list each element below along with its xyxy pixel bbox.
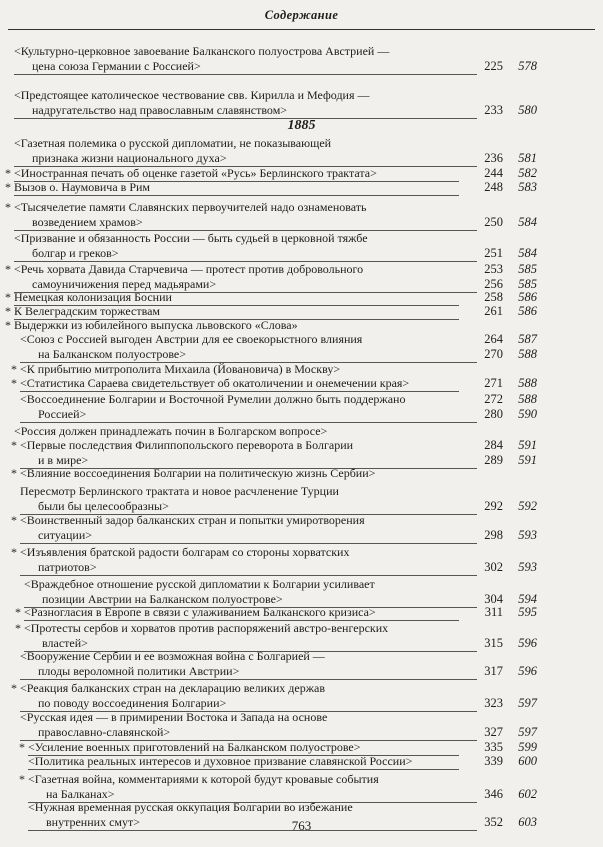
toc-entry [28, 772, 477, 803]
toc-entry-line: <Предстоящее католическое чествование свв. Кирилла и Мефодия — [14, 88, 370, 102]
toc-entry [20, 710, 477, 741]
entry-source-number: 594 [518, 592, 537, 606]
entry-page-number: 236 [484, 151, 503, 165]
toc-entry-line: <Усиление военных приготовлений на Балканском полуострове> [28, 740, 459, 756]
entry-source-number: 600 [518, 754, 537, 768]
toc-entry-line: Немецкая колонизация Боснии [14, 290, 459, 306]
entry-page-number: 284 [484, 438, 503, 452]
toc-entry-line: <Россия должен принадлежать почин в Болгарском вопросе> [14, 424, 328, 438]
entry-page-number: 339 [484, 754, 503, 768]
entry-source-number: 578 [518, 59, 537, 73]
toc-entry-line: <Газетная полемика о русской дипломатии, не показывающей [14, 136, 332, 150]
toc-entry-line: надругательство над православным славянством> [14, 103, 477, 119]
toc-entry-line: <Враждебное отношение русской дипломатии к Болгарии усиливает [24, 577, 375, 591]
toc-entry [14, 44, 477, 75]
entry-page-number: 248 [484, 180, 503, 194]
toc-entry [20, 466, 375, 481]
entry-bullet: * [5, 166, 11, 180]
toc-entry-line: цена союза Германии с Россией> [14, 59, 477, 75]
entry-source-number: 588 [518, 392, 537, 406]
page-number: 763 [291, 818, 312, 833]
entry-source-number: 588 [518, 347, 537, 361]
entry-source-number: 585 [518, 277, 537, 291]
toc-entry-line: <Тысячелетие памяти Славянских первоучителей надо ознаменовать [14, 200, 367, 214]
entry-page-number: 280 [484, 407, 503, 421]
entry-bullet: * [15, 621, 21, 635]
entry-page-number: 311 [484, 605, 503, 619]
toc-entry [14, 136, 477, 167]
toc-entry [20, 649, 477, 680]
entry-source-number: 603 [518, 815, 537, 829]
toc-entry-line: самоуничижения перед мадьярами> [14, 277, 477, 293]
page-header-title: Содержание [264, 8, 339, 22]
entry-bullet: * [11, 376, 17, 390]
entry-page-number: 264 [484, 332, 503, 346]
toc-entry [14, 262, 477, 293]
year-heading: 1885 [287, 118, 316, 133]
entry-page-number: 317 [484, 664, 503, 678]
entry-source-number: 592 [518, 499, 537, 513]
entry-source-number: 583 [518, 180, 537, 194]
toc-entry-line: плоды вероломной политики Австрии> [20, 664, 477, 680]
entry-page-number: 335 [484, 740, 503, 754]
toc-entry [20, 484, 477, 515]
entry-source-number: 584 [518, 215, 537, 229]
entry-source-number: 593 [518, 528, 537, 542]
entry-source-number: 586 [518, 304, 537, 318]
entry-page-number: 289 [484, 453, 503, 467]
toc-entry-line: Россией> [20, 407, 477, 423]
entry-bullet: * [11, 438, 17, 452]
toc-entry-line: <Вооружение Сербии и ее возможная война с Болгарией — [20, 649, 325, 663]
entry-bullet: * [5, 304, 11, 318]
entry-page-number: 253 [484, 262, 503, 276]
entry-page-number: 292 [484, 499, 503, 513]
entry-source-number: 602 [518, 787, 537, 801]
toc-entry-line: <Речь хорвата Давида Старчевича — протест против добровольного [14, 262, 364, 276]
entry-page-number: 225 [484, 59, 503, 73]
entry-page-number: 302 [484, 560, 503, 574]
entry-page-number: 244 [484, 166, 503, 180]
toc-entry-line: <Протесты сербов и хорватов против распоряжений австро-венгерских [24, 621, 389, 635]
toc-entry-line: <Реакция балканских стран на декларацию великих держав [20, 681, 325, 695]
toc-entry-line: по поводу воссоединения Болгарии> [20, 696, 477, 712]
toc-entry [28, 754, 459, 770]
toc-entry-line: Выдержки из юбилейного выпуска львовского «Слова» [14, 318, 298, 332]
entry-page-number: 323 [484, 696, 503, 710]
entry-bullet: * [15, 605, 21, 619]
toc-entry [20, 545, 477, 576]
toc-entry [20, 681, 477, 712]
toc-entry-line: <Статистика Сараева свидетельствует об окатоличении и онемечении края> [20, 376, 459, 392]
toc-entry-line: <Политика реальных интересов и духовное призвание славянской России> [28, 754, 459, 770]
entry-bullet: * [19, 772, 25, 786]
header-rule [8, 29, 595, 30]
toc-entry-line: <Русская идея — в примирении Востока и Запада на основе [20, 710, 328, 724]
toc-entry-line: <Газетная война, комментариями к которой будут кровавые события [28, 772, 379, 786]
entry-page-number: 233 [484, 103, 503, 117]
entry-page-number: 271 [484, 376, 503, 390]
entry-source-number: 582 [518, 166, 537, 180]
entry-page-number: 352 [484, 815, 503, 829]
entry-source-number: 581 [518, 151, 537, 165]
entry-source-number: 597 [518, 725, 537, 739]
entry-page-number: 270 [484, 347, 503, 361]
entry-source-number: 586 [518, 290, 537, 304]
entry-source-number: 591 [518, 438, 537, 452]
toc-entry-line: и в мире> [20, 453, 477, 469]
toc-entry-line: <Влияние воссоединения Болгарии на политическую жизнь Сербии> [20, 466, 376, 480]
toc-entry [14, 88, 477, 119]
entry-source-number: 588 [518, 376, 537, 390]
entry-bullet: * [5, 200, 11, 214]
toc-entry-line: болгар и греков> [14, 246, 477, 262]
toc-entry-line: были бы целесообразны> [20, 499, 477, 515]
toc-entry-line: Пересмотр Берлинского трактата и новое расчленение Турции [20, 484, 339, 498]
toc-entry [14, 424, 327, 439]
entry-source-number: 599 [518, 740, 537, 754]
toc-entry [20, 513, 477, 544]
toc-entry-line: <Союз с Россией выгоден Австрии для ее своекорыстного влияния [20, 332, 363, 346]
toc-entry-line: признака жизни национального духа> [14, 151, 477, 167]
entry-source-number: 596 [518, 664, 537, 678]
entry-bullet: * [11, 362, 17, 376]
entry-page-number: 251 [484, 246, 503, 260]
toc-entry [14, 231, 477, 262]
toc-entry-line: <Призвание и обязанность России — быть судьей в церковной тяжбе [14, 231, 368, 245]
entry-page-number: 256 [484, 277, 503, 291]
toc-entry-line: <К прибытию митрополита Михаила (Йовановича) в Москву> [20, 362, 341, 376]
entry-page-number: 258 [484, 290, 503, 304]
entry-source-number: 596 [518, 636, 537, 650]
entry-source-number: 595 [518, 605, 537, 619]
toc-entry-line: на Балканском полуострове> [20, 347, 477, 363]
entry-source-number: 591 [518, 453, 537, 467]
entry-bullet: * [19, 740, 25, 754]
entry-bullet: * [11, 681, 17, 695]
entry-bullet: * [11, 545, 17, 559]
entry-bullet: * [11, 513, 17, 527]
toc-entry [20, 438, 477, 469]
toc-entry-line: православно-славянской> [20, 725, 477, 741]
toc-entry [20, 392, 477, 423]
toc-entry-line: позиции Австрии на Балканском полуострове> [24, 592, 477, 608]
entry-source-number: 584 [518, 246, 537, 260]
entry-page-number: 261 [484, 304, 503, 318]
entry-source-number: 593 [518, 560, 537, 574]
toc-entry-line: К Велеградским торжествам [14, 304, 459, 320]
toc-entry-line: на Балканах> [28, 787, 477, 803]
entry-page-number: 315 [484, 636, 503, 650]
toc-entry-line: патриотов> [20, 560, 477, 576]
entry-source-number: 590 [518, 407, 537, 421]
entry-source-number: 587 [518, 332, 537, 346]
entry-bullet: * [5, 180, 11, 194]
toc-entry-line: <Нужная временная русская оккупация Болгарии во избежание [28, 800, 353, 814]
toc-entry [14, 318, 298, 333]
toc-entry-line: внутренних смут> [28, 815, 477, 831]
toc-entry [20, 362, 340, 377]
entry-page-number: 346 [484, 787, 503, 801]
entry-bullet: * [5, 290, 11, 304]
toc-entry [24, 621, 477, 652]
toc-entry-line: <Изъявления братской радости болгарам со стороны хорватских [20, 545, 350, 559]
entry-bullet: * [5, 318, 11, 332]
toc-entry-line: <Первые последствия Филиппопольского переворота в Болгарии [20, 438, 354, 452]
toc-entry-line: ситуации> [20, 528, 477, 544]
entry-page-number: 327 [484, 725, 503, 739]
toc-entry [24, 605, 459, 621]
toc-entry-line: <Воинственный задор балканских стран и попытки умиротворения [20, 513, 365, 527]
toc-entry-line: властей> [24, 636, 477, 652]
toc-entry-line: Вызов о. Наумовича в Рим [14, 180, 459, 196]
entry-page-number: 304 [484, 592, 503, 606]
entry-bullet: * [11, 466, 17, 480]
entry-bullet: * [5, 262, 11, 276]
entry-source-number: 597 [518, 696, 537, 710]
toc-entry [20, 376, 459, 392]
entry-source-number: 585 [518, 262, 537, 276]
toc-entry-line: <Воссоединение Болгарии и Восточной Румелии должно быть поддержано [20, 392, 406, 406]
toc-entry-line: <Разногласия в Европе в связи с улаживанием Балканского кризиса> [24, 605, 459, 621]
toc-entry [14, 180, 459, 196]
toc-entry-line: <Культурно-церковное завоевание Балканского полуострова Австрией — [14, 44, 390, 58]
toc-entry [20, 332, 477, 363]
toc-entry [14, 200, 477, 231]
toc-entry-line: возведением храмов> [14, 215, 477, 231]
entry-source-number: 580 [518, 103, 537, 117]
toc-entry-line: <Иностранная печать об оценке газетой «Русь» Берлинского трактата> [14, 166, 459, 182]
toc-entry [24, 577, 477, 608]
entry-page-number: 250 [484, 215, 503, 229]
entry-page-number: 298 [484, 528, 503, 542]
entry-page-number: 272 [484, 392, 503, 406]
